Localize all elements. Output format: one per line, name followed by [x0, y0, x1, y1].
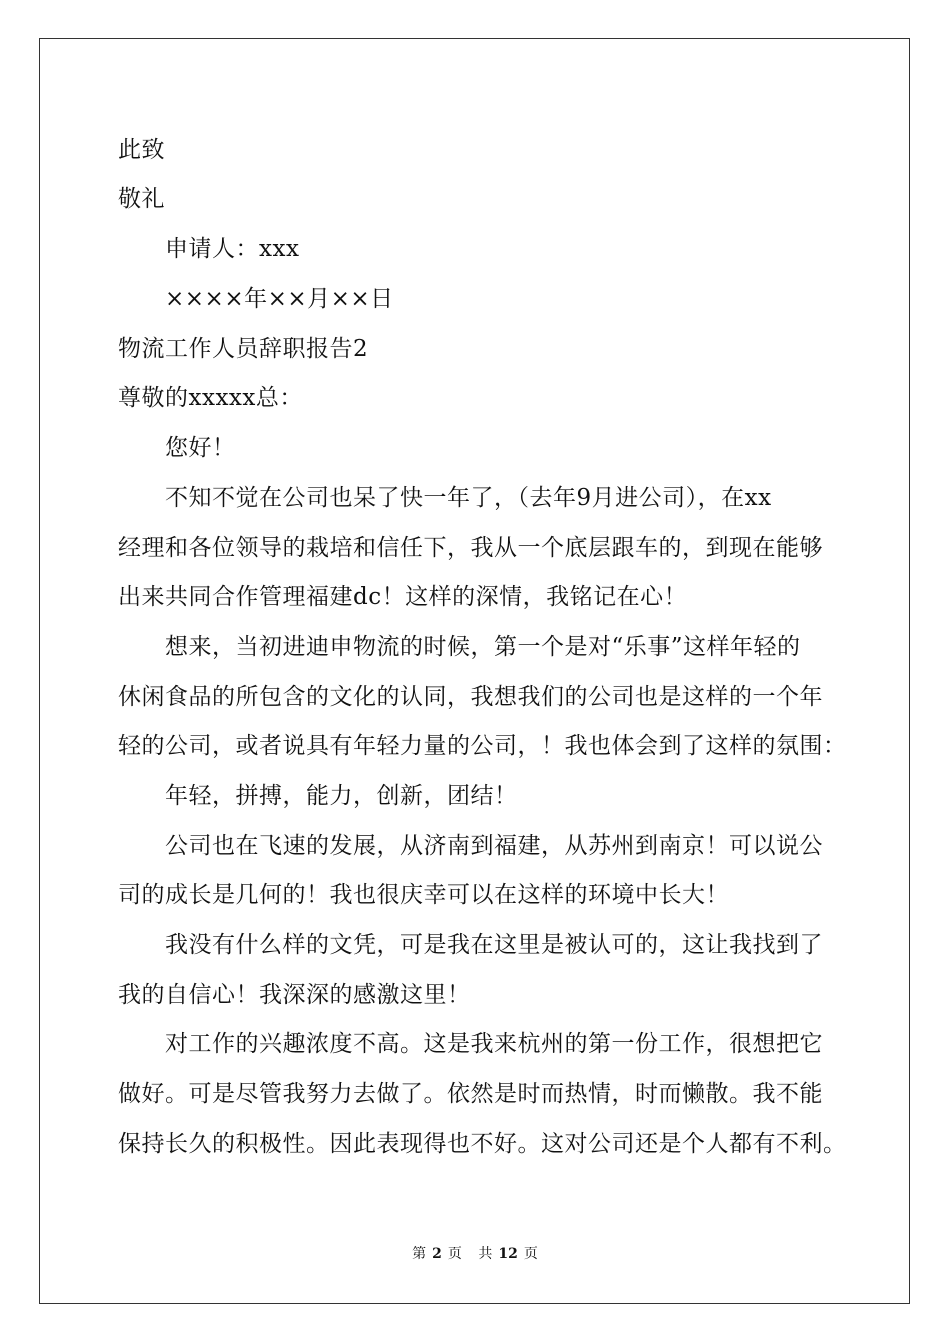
body-line: 司的成长是几何的！我也很庆幸可以在这样的环境中长大！: [118, 882, 729, 908]
date-line: ××××年××月××日: [165, 286, 394, 312]
body-line: 我的自信心！我深深的感激这里！: [118, 982, 471, 1008]
body-line: 年轻，拼搏，能力，创新，团结！: [165, 783, 518, 809]
page-total-indicator: [475, 1246, 540, 1262]
page-border: [39, 38, 910, 1304]
salutation: 尊敬的xxxxx总：: [118, 385, 303, 411]
page-current: 2: [432, 1246, 442, 1262]
body-line: 做好。可是尽管我努力去做了。依然是时而热情，时而懒散。我不能: [118, 1081, 823, 1107]
page-total: 12: [498, 1246, 518, 1262]
report-title: 物流工作人员辞职报告2: [118, 336, 369, 362]
body-line: 公司也在飞速的发展，从济南到福建，从苏州到南京！可以说公: [165, 833, 823, 859]
body-line: 想来，当初进迪申物流的时候，第一个是对“乐事”这样年轻的: [165, 634, 801, 660]
body-line: 我没有什么样的文凭，可是我在这里是被认可的，这让我找到了: [165, 932, 823, 958]
body-line: 对工作的兴趣浓度不高。这是我来杭州的第一份工作，很想把它: [165, 1031, 823, 1057]
closing-line-1: 此致: [118, 137, 165, 163]
page-prefix: 第: [412, 1246, 427, 1262]
body-line: 经理和各位领导的栽培和信任下，我从一个底层跟车的，到现在能够: [118, 535, 823, 561]
page-footer: [0, 1245, 950, 1263]
body-line: 轻的公司，或者说具有年轻力量的公司，！我也体会到了这样的氛围：: [118, 733, 847, 759]
body-line: 保持长久的积极性。因此表现得也不好。这对公司还是个人都有不利。: [118, 1131, 847, 1157]
page-suffix: 页: [447, 1246, 462, 1262]
total-prefix: 共: [478, 1246, 493, 1262]
total-suffix: 页: [523, 1246, 538, 1262]
body-line: 不知不觉在公司也呆了快一年了，（去年9月进公司），在xx: [165, 485, 772, 511]
body-line: 休闲食品的所包含的文化的认同，我想我们的公司也是这样的一个年: [118, 684, 823, 710]
applicant-line: 申请人：xxx: [165, 236, 300, 262]
page-indicator: [409, 1246, 465, 1262]
closing-line-2: 敬礼: [118, 186, 165, 212]
body-line: 出来共同合作管理福建dc！这样的深情，我铭记在心！: [118, 584, 688, 610]
greeting: 您好！: [165, 435, 236, 461]
